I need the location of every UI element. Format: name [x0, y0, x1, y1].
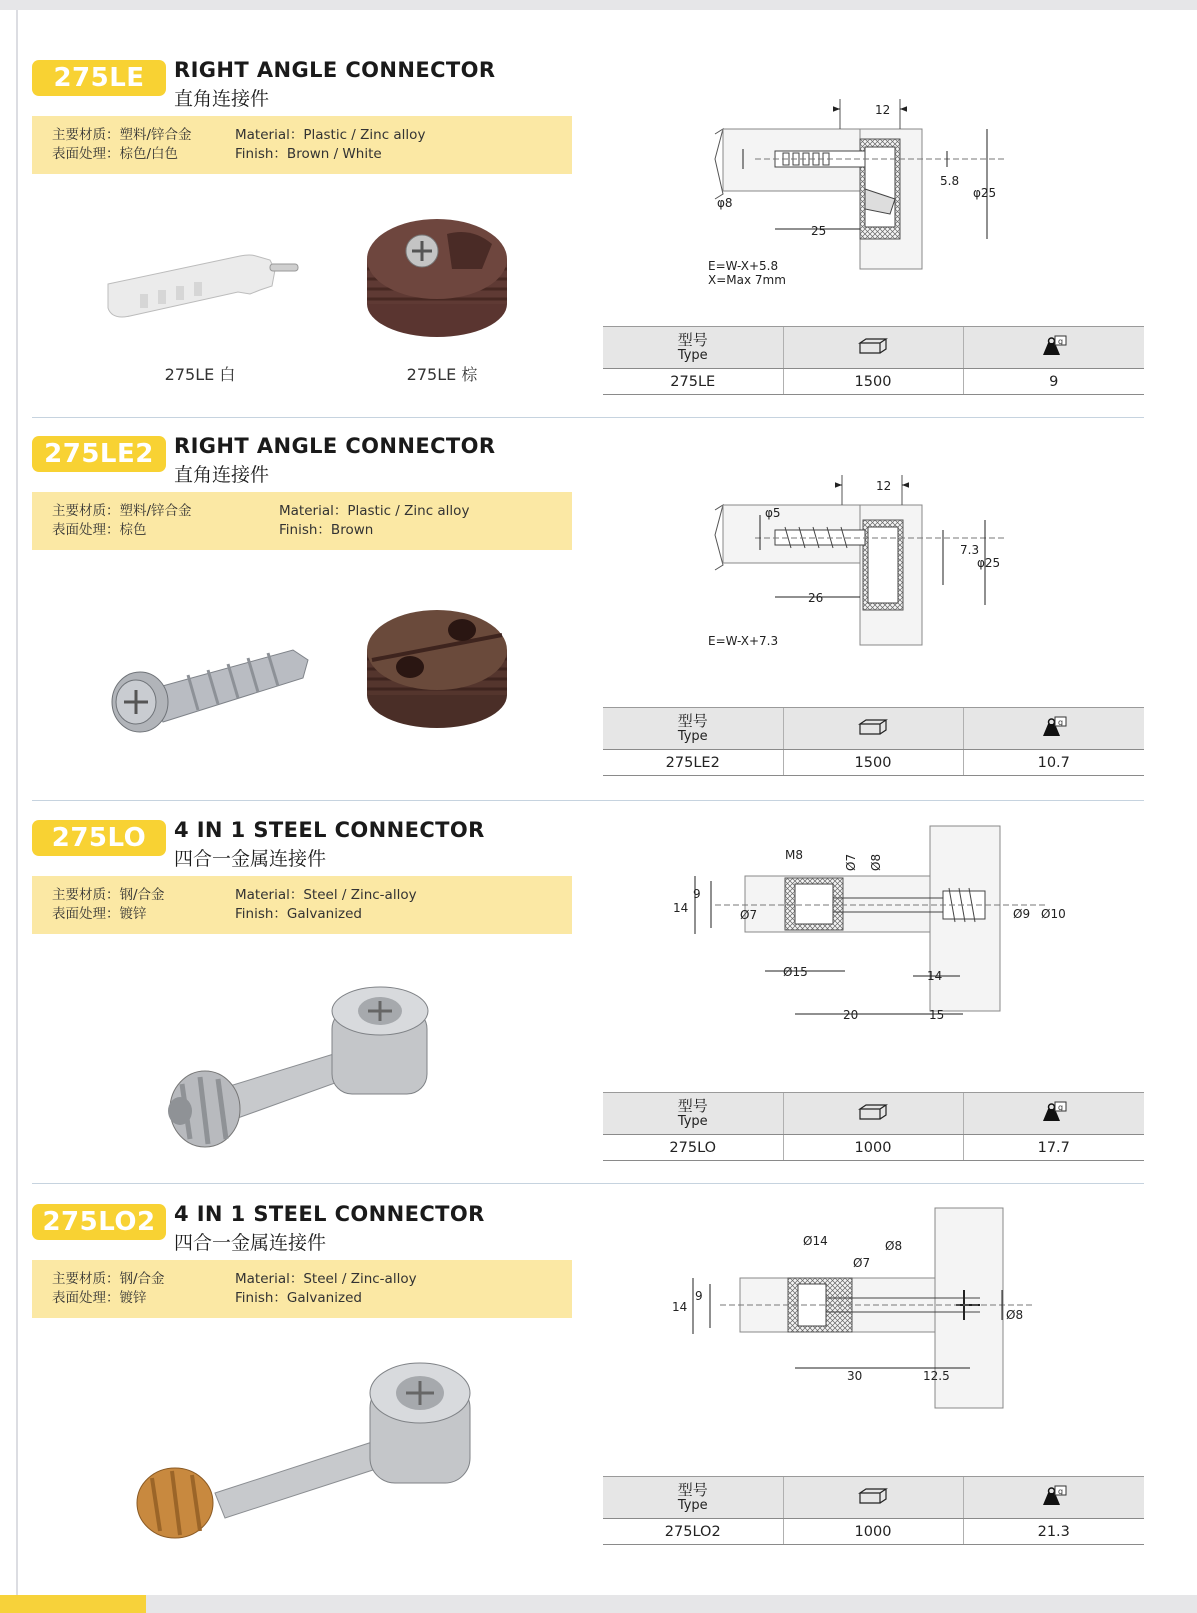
finish-cn: 表面处理：镀锌	[52, 1290, 147, 1306]
dim-top-o8: Ø8	[885, 1239, 903, 1253]
dim-o15: Ø15	[783, 965, 808, 979]
section-divider	[32, 417, 1144, 418]
product-label: 275LE 白	[164, 365, 236, 384]
product-section-275lo	[0, 804, 1197, 1174]
svg-text:g: g	[1057, 336, 1063, 346]
box-icon	[783, 1477, 963, 1519]
dim-phi-25: φ25	[977, 556, 1001, 570]
finish-en: Finish：Brown / White	[235, 146, 382, 162]
finish-en: Finish：Brown	[279, 522, 374, 538]
dim-14-length: 14	[927, 969, 943, 983]
product-title-en: RIGHT ANGLE CONNECTOR	[174, 58, 496, 82]
finish-en: Finish：Galvanized	[235, 906, 362, 922]
type-header: 型号 Type	[603, 1093, 783, 1135]
formula-1: E=W-X+7.3	[708, 634, 779, 648]
product-section-275le	[0, 44, 1197, 414]
finish-en: Finish：Galvanized	[235, 1290, 362, 1306]
product-photo-steel-connector-brass	[130, 1353, 485, 1543]
product-code-badge: 275LE2	[32, 436, 166, 472]
material-box	[32, 492, 572, 550]
dim-phi-25: φ25	[973, 186, 997, 200]
dim-30: 30	[847, 1369, 863, 1383]
weight-value: 9	[963, 369, 1144, 395]
technical-drawing	[672, 1208, 1060, 1418]
material-en: Material：Steel / Zinc-alloy	[235, 887, 417, 903]
dim-o9: Ø9	[1013, 907, 1031, 921]
material-box	[32, 876, 572, 934]
dim-14: 14	[672, 1300, 688, 1314]
dim-phi-8: φ8	[717, 196, 733, 210]
type-header: 型号 Type	[603, 708, 783, 750]
dim-m8: M8	[785, 848, 803, 862]
box-icon	[783, 708, 963, 750]
dim-o7: Ø7	[844, 853, 858, 871]
product-title-cn: 直角连接件	[174, 88, 270, 110]
technical-drawing	[708, 475, 1035, 655]
finish-cn: 表面处理：棕色/白色	[52, 146, 179, 162]
material-box	[32, 116, 572, 174]
product-photo-screw-bolt	[108, 630, 318, 740]
dim-12: 12	[875, 103, 891, 117]
dim-15: 15	[929, 1008, 945, 1022]
dim-7-3: 7.3	[960, 543, 980, 557]
material-cn: 主要材质：钢/合金	[52, 1271, 165, 1287]
weight-icon	[963, 708, 1144, 750]
bottom-bar	[0, 1595, 1197, 1613]
box-icon	[783, 327, 963, 369]
formula-1: E=W-X+5.8	[708, 259, 779, 273]
type-value: 275LE	[603, 369, 783, 395]
top-bar	[0, 0, 1197, 10]
weight-value: 10.7	[963, 750, 1144, 776]
product-photo-brown-cam	[362, 209, 512, 344]
product-title-en: RIGHT ANGLE CONNECTOR	[174, 434, 496, 458]
bottom-accent	[0, 1595, 146, 1613]
finish-cn: 表面处理：镀锌	[52, 906, 147, 922]
formula-2: X=Max 7mm	[708, 273, 786, 287]
material-en: Material：Steel / Zinc-alloy	[235, 1271, 417, 1287]
weight-icon	[963, 1093, 1144, 1135]
dim-12: 12	[876, 479, 892, 493]
product-title-cn: 直角连接件	[174, 464, 270, 486]
section-divider	[32, 1183, 1144, 1184]
material-cn: 主要材质：钢/合金	[52, 887, 165, 903]
dim-phi-5: φ5	[765, 506, 781, 520]
spec-table	[603, 1476, 1144, 1545]
type-header: 型号 Type	[603, 327, 783, 369]
dim-o7: Ø7	[853, 1256, 871, 1270]
dim-right-o8: Ø8	[1006, 1308, 1024, 1322]
type-value: 275LO	[603, 1135, 783, 1161]
weight-value: 17.7	[963, 1135, 1144, 1161]
section-divider	[32, 800, 1144, 801]
quantity-value: 1000	[783, 1519, 963, 1545]
type-header: 型号 Type	[603, 1477, 783, 1519]
product-title-cn: 四合一金属连接件	[174, 848, 327, 870]
weight-value: 21.3	[963, 1519, 1144, 1545]
spec-table	[603, 707, 1144, 776]
technical-drawing	[708, 99, 1035, 299]
dim-o10: Ø10	[1041, 907, 1066, 921]
quantity-value: 1000	[783, 1135, 963, 1161]
material-box	[32, 1260, 572, 1318]
dim-o8: Ø8	[869, 853, 883, 871]
dim-9: 9	[695, 1289, 703, 1303]
product-photo-steel-connector	[160, 979, 445, 1159]
material-cn: 主要材质：塑料/锌合金	[52, 503, 192, 519]
dim-25: 25	[811, 224, 827, 238]
technical-drawing	[675, 826, 1075, 1026]
product-photo-white-dowel	[100, 234, 310, 334]
dim-20: 20	[843, 1008, 859, 1022]
product-title-en: 4 IN 1 STEEL CONNECTOR	[174, 1202, 485, 1226]
finish-cn: 表面处理：棕色	[52, 522, 147, 538]
product-label: 275LE 棕	[406, 365, 478, 384]
dim-12-5: 12.5	[923, 1369, 950, 1383]
dim-14: 14	[673, 901, 689, 915]
product-section-275le2	[0, 420, 1197, 790]
quantity-value: 1500	[783, 369, 963, 395]
dim-o14: Ø14	[803, 1234, 828, 1248]
product-title-en: 4 IN 1 STEEL CONNECTOR	[174, 818, 485, 842]
svg-text:g: g	[1057, 717, 1063, 727]
svg-text:g: g	[1057, 1486, 1063, 1496]
spec-table	[603, 326, 1144, 395]
dim-26: 26	[808, 591, 824, 605]
product-title-cn: 四合一金属连接件	[174, 1232, 327, 1254]
material-en: Material：Plastic / Zinc alloy	[235, 127, 426, 143]
weight-icon	[963, 327, 1144, 369]
product-code-badge: 275LO2	[32, 1204, 166, 1240]
dim-inner-o7: Ø7	[740, 908, 758, 922]
weight-icon	[963, 1477, 1144, 1519]
dim-9: 9	[693, 887, 701, 901]
box-icon	[783, 1093, 963, 1135]
product-code-badge: 275LO	[32, 820, 166, 856]
product-code-badge: 275LE	[32, 60, 166, 96]
material-cn: 主要材质：塑料/锌合金	[52, 127, 192, 143]
quantity-value: 1500	[783, 750, 963, 776]
product-photo-brown-cam	[362, 595, 512, 735]
spec-table	[603, 1092, 1144, 1161]
svg-text:g: g	[1057, 1102, 1063, 1112]
material-en: Material：Plastic / Zinc alloy	[279, 503, 470, 519]
type-value: 275LO2	[603, 1519, 783, 1545]
product-section-275lo2	[0, 1188, 1197, 1558]
type-value: 275LE2	[603, 750, 783, 776]
dim-5-8: 5.8	[940, 174, 960, 188]
